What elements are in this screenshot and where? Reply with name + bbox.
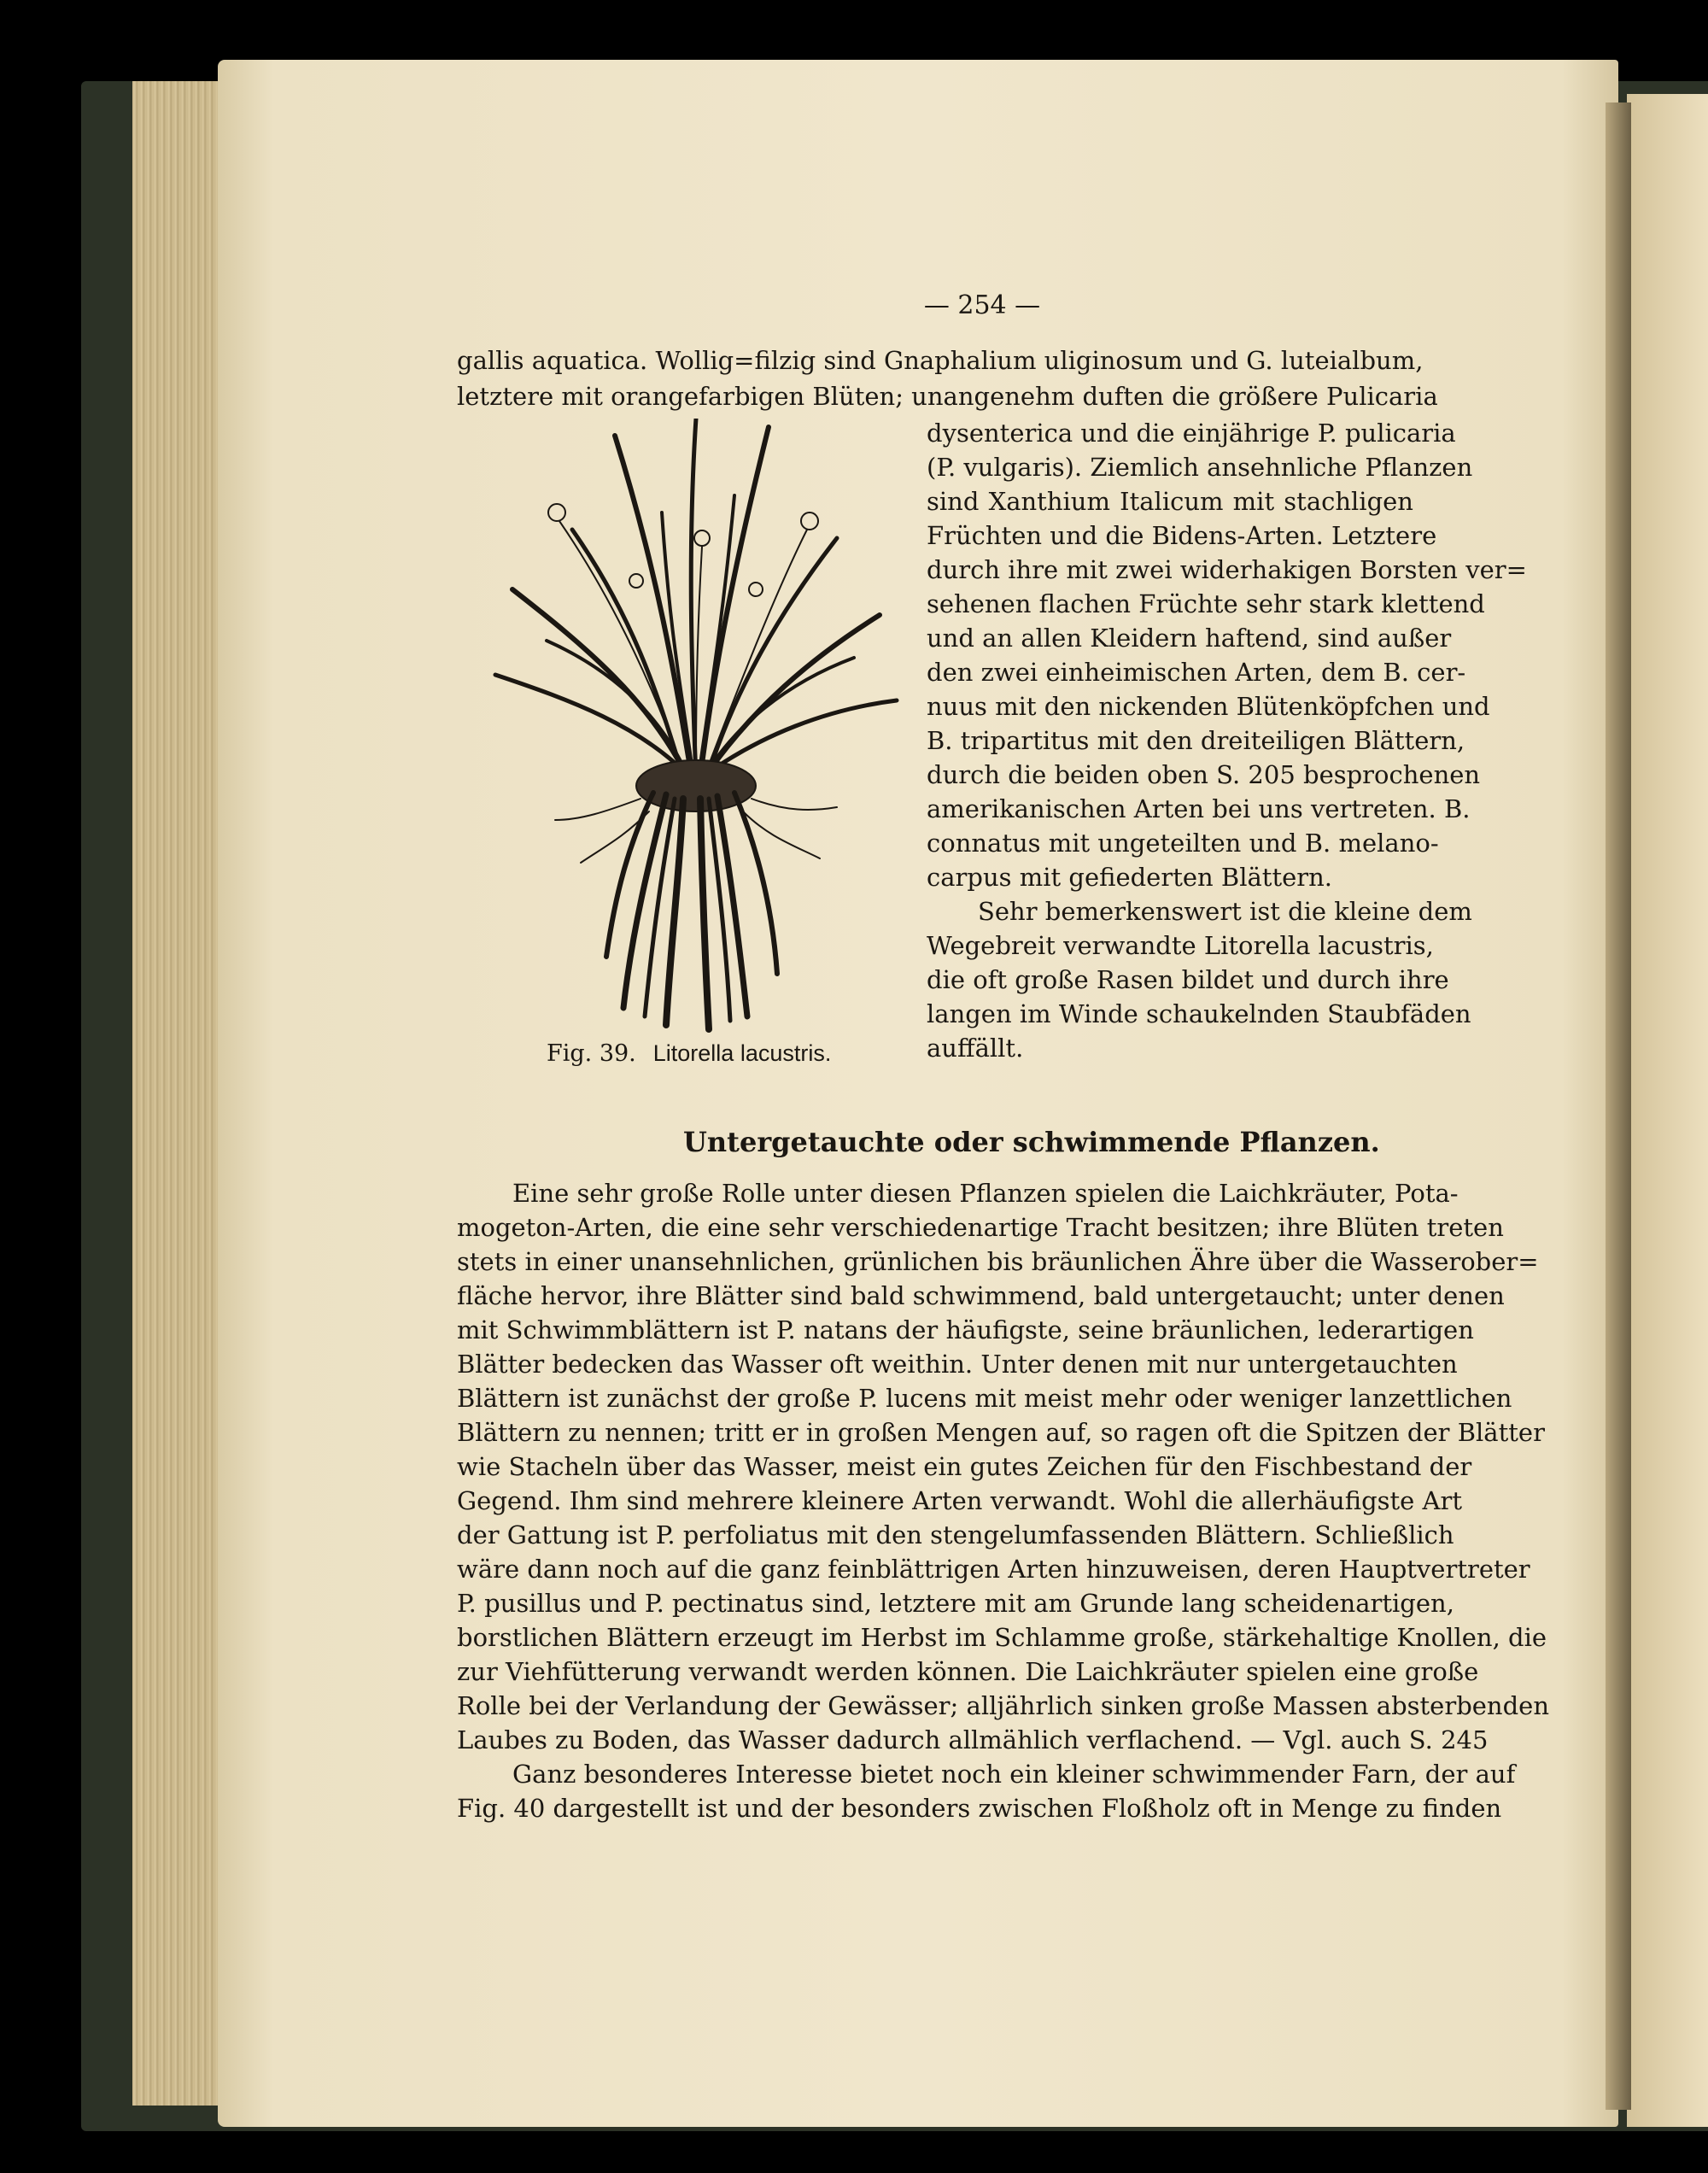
plant-illustration — [478, 419, 905, 1034]
text-line: P. pusillus und P. pectinatus sind, letztere mit am Grunde lang scheidenartigen, — [457, 1589, 1454, 1618]
text-line: Fig. 40 dargestellt ist und der besonders zwischen Floßholz oft in Menge zu finden — [457, 1794, 1502, 1823]
text-line: durch die beiden oben S. 205 besprochenen — [927, 760, 1481, 789]
text-line: Blätter bedecken das Wasser oft weithin. Unter denen mit nur untergetauchten — [457, 1350, 1458, 1379]
page-number: — 254 — — [923, 290, 1041, 320]
text-line: und an allen Kleidern haftend, sind außer — [927, 624, 1452, 653]
text-line: Gegend. Ihm sind mehrere kleinere Arten verwandt. Wohl die allerhäufigste Art — [457, 1486, 1463, 1515]
text-line: amerikanischen Arten bei uns vertreten. B. — [927, 794, 1471, 823]
text-line: Blättern ist zunächst der große P. lucens mit meist mehr oder weniger lanzettlichen — [457, 1384, 1512, 1413]
figure-caption — [547, 1040, 831, 1067]
section-heading: Untergetauchte oder schwimmende Pflanzen. — [683, 1126, 1380, 1158]
text-line: Wegebreit verwandte Litorella lacustris, — [927, 931, 1434, 960]
text-line: Früchten und die Bidens-Arten. Letztere — [927, 521, 1437, 550]
text-line: connatus mit ungeteilten und B. melano- — [927, 829, 1439, 858]
text-line: Blättern zu nennen; tritt er in großen Mengen auf, so ragen oft die Spitzen der Blätter — [457, 1418, 1545, 1447]
text-line: carpus mit gefiederten Blättern. — [927, 863, 1333, 892]
text-line: stets in einer unansehnlichen, grünlichen bis bräunlichen Ähre über die Wasserober= — [457, 1247, 1539, 1276]
text-line: nuus mit den nickenden Blütenköpfchen und — [927, 692, 1490, 721]
figure-label: Fig. 39. — [547, 1040, 636, 1067]
text-line: Rolle bei der Verlandung der Gewässer; alljährlich sinken große Massen absterbenden — [457, 1691, 1550, 1720]
text-line: langen im Winde schaukelnden Staubfäden — [927, 999, 1471, 1028]
text-line: durch ihre mit zwei widerhakigen Borsten ver= — [927, 555, 1527, 584]
figure-name: Litorella lacustris. — [652, 1040, 832, 1066]
text-line: der Gattung ist P. perfoliatus mit den stengelumfassenden Blättern. Schließlich — [457, 1520, 1454, 1549]
text-line: mit Schwimmblättern ist P. natans der häufigste, seine bräunlichen, lederartigen — [457, 1315, 1474, 1344]
text-line: auffällt. — [927, 1034, 1024, 1063]
text-line: borstlichen Blättern erzeugt im Herbst im Schlamme große, stärkehaltige Knollen, die — [457, 1623, 1547, 1652]
text-line: Ganz besonderes Interesse bietet noch ein kleiner schwimmender Farn, der auf — [512, 1760, 1516, 1789]
text-line: wäre dann noch auf die ganz feinblättrigen Arten hinzuweisen, deren Hauptvertreter — [457, 1555, 1530, 1584]
book-gutter — [1606, 102, 1631, 2110]
facing-page — [1627, 94, 1708, 2127]
text-line: mogeton-Arten, die eine sehr verschiedenartige Tracht besitzen; ihre Blüten treten — [457, 1213, 1504, 1242]
text-line: zur Viehfütterung verwandt werden können. Die Laichkräuter spielen eine große — [457, 1657, 1479, 1686]
text-line: sehenen flachen Früchte sehr stark klettend — [927, 589, 1485, 618]
text-line: den zwei einheimischen Arten, dem B. cer- — [927, 658, 1466, 687]
text-line: Sehr bemerkenswert ist die kleine dem — [978, 897, 1472, 926]
text-line: dysenterica und die einjährige P. pulicaria — [927, 419, 1456, 448]
text-line: sind Xanthium Italicum mit stachligen — [927, 487, 1413, 516]
text-line: die oft große Rasen bildet und durch ihre — [927, 965, 1449, 994]
text-line: letztere mit orangefarbigen Blüten; unangenehm duften die größere Pulicaria — [457, 382, 1438, 411]
text-line: Laubes zu Boden, das Wasser dadurch allmählich verflachend. — Vgl. auch S. 245 — [457, 1725, 1489, 1754]
text-line: wie Stacheln über das Wasser, meist ein gutes Zeichen für den Fischbestand der — [457, 1452, 1472, 1481]
text-line: gallis aquatica. Wollig=filzig sind Gnaphalium uliginosum und G. luteialbum, — [457, 346, 1424, 375]
text-line: Eine sehr große Rolle unter diesen Pflanzen spielen die Laichkräuter, Pota- — [512, 1179, 1459, 1208]
text-line: B. tripartitus mit den dreiteiligen Blättern, — [927, 726, 1465, 755]
text-line: (P. vulgaris). Ziemlich ansehnliche Pflanzen — [927, 453, 1473, 482]
text-line: fläche hervor, ihre Blätter sind bald schwimmend, bald untergetaucht; unter denen — [457, 1281, 1505, 1310]
